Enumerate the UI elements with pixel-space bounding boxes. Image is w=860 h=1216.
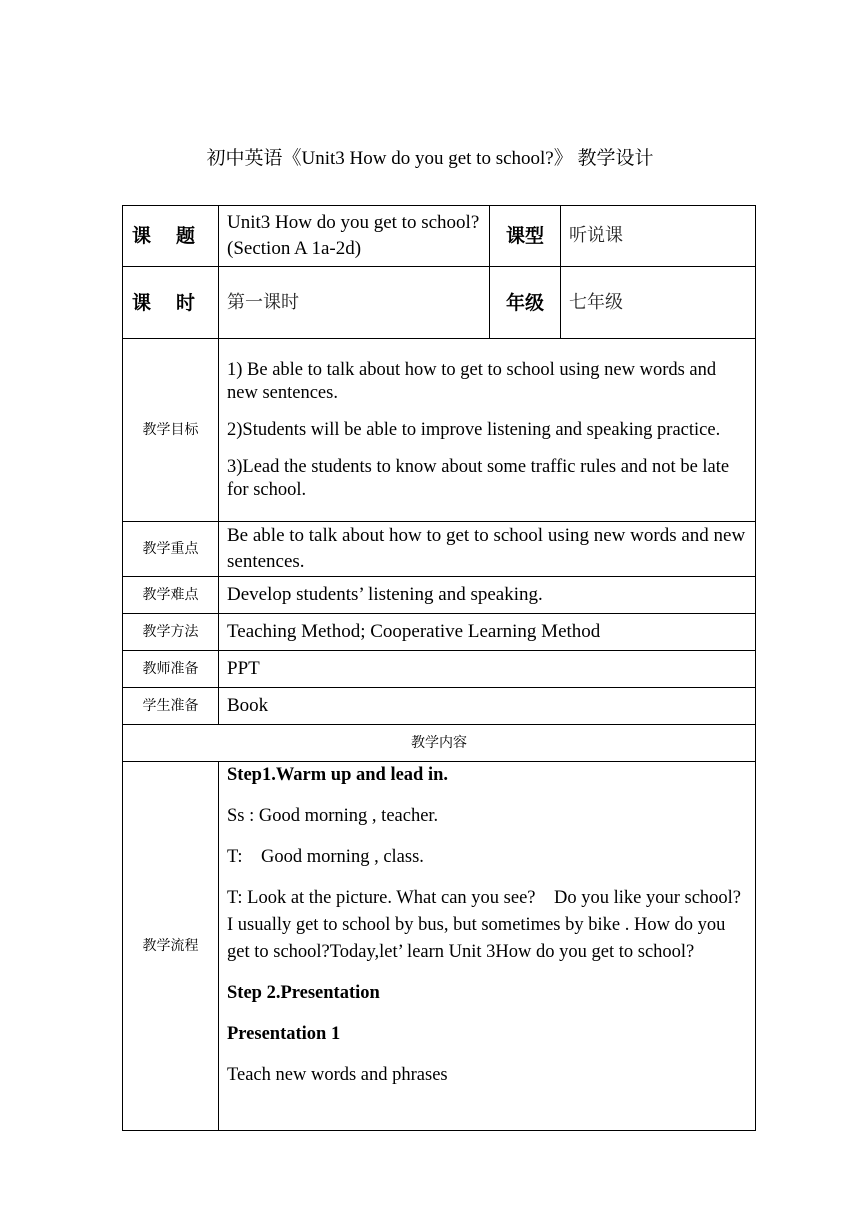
content-header: 教学内容 xyxy=(123,725,756,762)
table-row xyxy=(123,725,756,762)
difficulty-value: Develop students’ listening and speaking. xyxy=(219,577,756,614)
student-prep-value: Book xyxy=(219,688,756,725)
step1-heading: Step1.Warm up and lead in. xyxy=(227,765,449,785)
objectives-cell xyxy=(219,339,756,522)
process-line: Teach new words and phrases xyxy=(227,1065,448,1085)
objective-item: 1) Be able to talk about how to get to school using new words and new sentences. xyxy=(227,359,717,403)
process-line: T: Look at the picture. What can you see? Do you like your school? I usually get to school by bus, but sometimes by bike . How do you get to school?Today,let’ learn Unit 3How do you get to school? xyxy=(227,888,742,962)
table-row xyxy=(123,688,756,725)
teacher-prep-value: PPT xyxy=(219,651,756,688)
topic-label: 课 题 xyxy=(123,206,219,267)
period-value: 第一课时 xyxy=(219,267,490,339)
table-row xyxy=(123,577,756,614)
method-label: 教学方法 xyxy=(123,614,219,651)
table-row xyxy=(123,339,756,522)
table-row xyxy=(123,267,756,339)
period-label: 课 时 xyxy=(123,267,219,339)
table-row xyxy=(123,522,756,577)
objective-item: 3)Lead the students to know about some traffic rules and not be late for school. xyxy=(227,456,730,500)
presentation1-heading: Presentation 1 xyxy=(227,1024,341,1044)
lesson-plan-table xyxy=(122,205,756,1131)
process-line: Ss : Good morning , teacher. xyxy=(227,806,439,826)
table-row xyxy=(123,651,756,688)
objectives-label: 教学目标 xyxy=(123,339,219,522)
grade-value: 七年级 xyxy=(561,267,756,339)
student-prep-label: 学生准备 xyxy=(123,688,219,725)
type-label: 课型 xyxy=(490,206,561,267)
table-row xyxy=(123,206,756,267)
type-value: 听说课 xyxy=(561,206,756,267)
keypoint-value: Be able to talk about how to get to school using new words and new sentences. xyxy=(219,522,756,577)
step2-heading: Step 2.Presentation xyxy=(227,983,380,1003)
document-title: 初中英语《Unit3 How do you get to school?》 教学设计 xyxy=(206,148,654,169)
process-label: 教学流程 xyxy=(123,762,219,1131)
teacher-prep-label: 教师准备 xyxy=(123,651,219,688)
difficulty-label: 教学难点 xyxy=(123,577,219,614)
objective-item: 2)Students will be able to improve listening and speaking practice. xyxy=(227,419,721,440)
grade-label: 年级 xyxy=(490,267,561,339)
method-value: Teaching Method; Cooperative Learning Method xyxy=(219,614,756,651)
process-line: T: Good morning , class. xyxy=(227,847,424,867)
table-row xyxy=(123,762,756,1131)
topic-value: Unit3 How do you get to school?(Section A 1a-2d) xyxy=(219,206,490,267)
table-row xyxy=(123,614,756,651)
keypoint-label: 教学重点 xyxy=(123,522,219,577)
process-cell xyxy=(219,762,756,1131)
